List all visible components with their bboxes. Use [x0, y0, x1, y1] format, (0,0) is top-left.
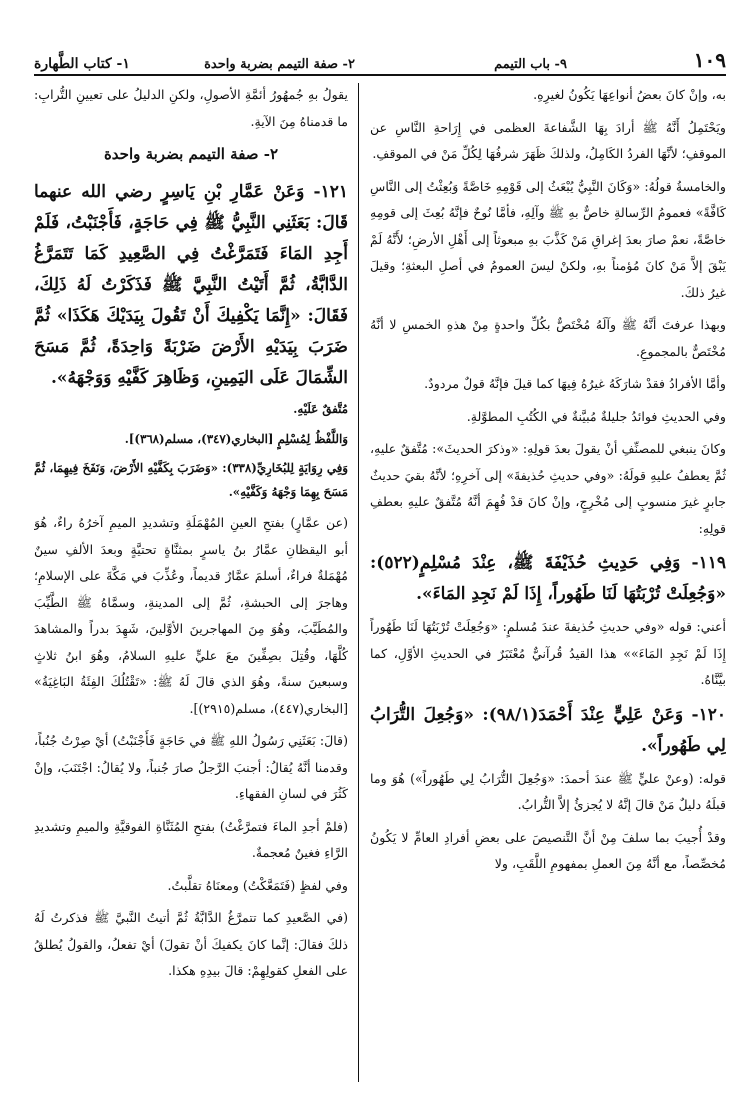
section-title: ٢- صفة التيمم بضربة واحدة: [103, 145, 279, 163]
commentary-paragraph: قوله: (وعنْ عليٍّ ﷺ عندَ أحمدَ: «وَجُعِلَ التُّرَابُ لِي طَهُوراً») هُوَ وما قبلَهُ دليلٌ مَنْ قالَ إنَّهُ لا يُجزئُ إلاَّ التُّرابُ.: [370, 770, 726, 812]
commentary-paragraph: وبهذا عرفتَ أنَّهُ ﷺ وآلَهُ مُخْتَصٌّ بكُلِّ واحدةٍ مِنْ هذهِ الخمسِ لا أنَّهُ مُخْتَصٌّ بالمجموعِ.: [370, 317, 726, 359]
commentary-paragraph: (في الصَّعيدِ كما تتمرَّغُ الدَّابَّةُ ثُمَّ أتيتُ النَّبيَّ ﷺ فذكرتُ لَهُ ذلكَ فقالَ: إنَّما كانَ يكفيكَ أنْ تقولَ) أيْ تفعلُ، والقولُ يُطلقُ على الفعلِ كقولِهِمْ: قالَ بيدِهِ هكذا.: [34, 910, 348, 978]
commentary-paragraph: (فلمْ أجدِ الماءَ فتمرَّغْتُ) بفتحِ المُثَنَّاةِ الفوقيَّةِ والميمِ وتشديدِ الرَّاءِ فغينٌ مُعجمةٌ.: [34, 818, 348, 860]
chapter-heading: ٩- باب التيمم: [494, 57, 567, 72]
column-divider: [358, 83, 359, 1082]
right-column: [370, 82, 726, 1082]
commentary-paragraph: أعني: قوله «وفي حديثِ حُذيفةَ عندَ مُسلمٍ: «وَجُعِلَتْ تُرْبَتُهَا لَنَا طَهُوراً إِذَا لَمْ نَجِدِ المَاءَ»» هذا القيدُ قُرآنيٌّ مُعْتَبَرٌ في الحديثِ الأوَّلِ، كما بيَّنَّاهُ.: [370, 619, 726, 687]
commentary-paragraph: به، وإنْ كانَ بعضُ أنواعِهَا يَكُونُ لغيرِهِ.: [533, 87, 726, 102]
commentary-paragraph: ويَحْتَمِلُ أَنَّهُ ﷺ أرادَ بِهَا الشَّفاعةَ العظمى في إِرَاحةِ النَّاسِ عن الموقفِ؛ لأنَّهَا الفردُ الكَامِلُ، ولذلكَ ظَهَرَ شرفُهَا لِكُلِّ مَنْ في الموقفِ.: [370, 119, 726, 161]
header-rule: [34, 74, 726, 76]
commentary-paragraph: وقدْ أُجيبَ بما سلفَ مِنْ أنَّ التَّنصيصَ على بعضِ أفرادِ العامِّ لا يَكُونُ مُخصِّصاً، مع أنَّهُ مِنَ العملِ بمفهومِ اللَّقَبِ، ولا: [370, 829, 726, 871]
left-column: [34, 82, 348, 1082]
hadith-text: ١١٩- وَفِي حَدِيثِ حُذَيْفَةَ ﷺ، عِنْدَ مُسْلِمٍ(٥٢٢): «وَجُعِلَتْ تُرْبَتُهَا لَنَا طَهُوراً، إِذَا لَمْ نَجِدِ المَاءَ».: [370, 553, 726, 604]
commentary-paragraph: وأمَّا الأفرادُ فقدْ شارَكَهُ غيرُهُ فِيهَا كما قيلَ فإنَّهُ قولٌ مردودٌ.: [424, 376, 726, 391]
commentary-paragraph: يقولُ بهِ جُمهُورُ أئمَّةِ الأصولِ، ولكنِ الدليلُ على تعيينِ التُّرابِ: ما قدمناهُ مِنَ الآيةِ.: [34, 87, 348, 129]
commentary-paragraph: (قالَ: بَعَثَنِي رَسُولُ اللهِ ﷺ في حَاجَةٍ فَأَجْنَبْتُ) أيْ صِرْتُ جُنُباً، وقدمنا أنَّهُ يُقالُ: أجنبَ الرَّجلُ صارَ جُنباً، ولا يُقالُ: اجْتَنَبَ، وإنْ كَثُرَ في لسانِ الفقهاءِ.: [34, 733, 348, 801]
book-heading: ١- كتاب الطَّهارة: [34, 56, 130, 72]
source-note: وَاللَّفْظُ لِمُسْلِمٍ [البخاري(٣٤٧)، مسلم(٣٦٨)].: [124, 431, 348, 446]
commentary-paragraph: وفي الحديثِ فوائدُ جليلةٌ مُبيَّنةٌ في الكُتُبِ المطوَّلةِ.: [466, 408, 726, 424]
commentary-paragraph: وفي لفظٍ (فَتَمَعَّكْتُ) ومعنَاهُ تقلَّبتُ.: [167, 877, 348, 893]
page-header: [34, 44, 726, 72]
source-note: مُتَّفقٌ عَلَيْهِ.: [293, 402, 348, 416]
page-number: ١٠٩: [693, 48, 726, 72]
commentary-paragraph: والخامسةُ قولُهُ: «وَكَانَ النَّبِيُّ يُبْعَثُ إلى قَوْمِهِ خَاصَّةً وَبُعِثْتُ إلى النَّاسِ كَافَّةً» فعمومُ الرِّسالةِ خاصٌّ بهِ ﷺ وآلِهِ، فأمَّا نُوحٌ فإنَّهُ بُعِثَ إلى قومِهِ خاصَّةً، نعمْ صارَ بعدَ إغراقِ مَنْ كَذَّبَ بهِ مبعوثاً إلى أَهْلِ الأرضِ؛ لأَنَّهُ لَمْ يَبْقَ إلاَّ مَنْ كانَ مُؤمناً بهِ، ولكنْ ليسَ العمومُ في أصلِ البعثةِ؛ وقيلَ غيرُ ذلكَ.: [370, 178, 726, 300]
commentary-paragraph: (عن عمَّارٍ) بفتحِ العينِ المُهْمَلَةِ وتشديدِ الميمِ آخرُهُ راءٌ، هُوَ أبو اليقظانِ عمَّارُ بنُ ياسرٍ بمثنَّاةٍ تحتيَّةٍ وبعدَ الألفِ سينٌ مُهْمَلةٌ فراءٌ، أسلمَ عمَّارٌ قديماً، وعُذِّبَ في مَكَّةَ على الإسلامِ؛ وهاجرَ إلى الحبشةِ، ثُمَّ إلى المدينةِ، وسمَّاهُ ﷺ الطَّيِّبَ والمُطَيَّبَ، وهُوَ مِنَ المهاجرينَ الأوَّلينَ، شَهِدَ بدراً والمشاهدَ كُلَّهَا، وقُتِلَ بصِفِّينَ معَ عليٍّ عليهِ السلامُ، وهُوَ ابنُ ثلاثٍ وسبعينَ سنةً، وهُوَ الذي قالَ لَهُ ﷺ: «تَقْتُلُكَ الفِئَةُ البَاغِيَةُ» [البخاري(٤٤٧)، مسلم(٢٩١٥)].: [34, 515, 348, 716]
hadith-text: ١٢٠- وَعَنْ عَلِيٍّ عِنْدَ أَحْمَدَ(٩٨/١): «وَجُعِلَ التُّرَابُ لِي طَهُوراً».: [370, 704, 726, 756]
source-note: وَفِي رِوَايَةٍ لِلبُخَارِيِّ(٣٣٨): «وَضَرَبَ بِكَفَّيْهِ الأَرْضَ، وَنَفَخَ فِيهِمَا، ثُمَّ مَسَحَ بِهِمَا وَجْهَهُ وَكَفَّيْهِ».: [34, 461, 348, 499]
section-heading: ٢- صفة التيمم بضربة واحدة: [204, 57, 355, 72]
hadith-text: ١٢١- وَعَنْ عَمَّارِ بْنِ يَاسِرٍ رضي الله عنهما قَالَ: بَعَثَنِي النَّبِيُّ ﷺ فِي حَاجَةٍ، فَأَجْنَبْتُ، فَلَمْ أَجِدِ المَاءَ فَتَمَرَّغْتُ فِي الصَّعِيدِ كَمَا تَتَمَرَّغُ الدَّابَّةُ، ثُمَّ أَتَيْتُ النَّبِيَّ ﷺ فَذَكَرْتُ لَهُ ذَلِكَ، فَقَالَ: «إِنَّمَا يَكْفِيكَ أَنْ تَقُولَ بِيَدَيْكَ هَكَذَا» ثُمَّ ضَرَبَ بِيَدَيْهِ الأَرْضَ ضَرْبَةً وَاحِدَةً، ثُمَّ مَسَحَ الشِّمَالَ عَلَى اليَمِينِ، وَظَاهِرَ كَفَّيْهِ وَوَجْهَهُ».: [34, 182, 348, 388]
commentary-paragraph: وكانَ ينبغي للمصنِّفِ أنْ يقولَ بعدَ قولِهِ: «وذكرَ الحديثَ»: مُتَّفقٌ عليهِ، ثُمَّ يعطفُ عليهِ قولَهُ: «وفي حديثِ حُذيفةَ» إلى آخرِهِ؛ لأنَّهُ بقيَ حديثٌ جابرٍ غيرَ منسوبٍ إلى مُخْرِجٍ، وإنْ كانَ قدْ فُهِمَ أنَّهُ مُتَّفقٌ عليهِ بعطفِ قولِهِ:: [370, 441, 726, 536]
